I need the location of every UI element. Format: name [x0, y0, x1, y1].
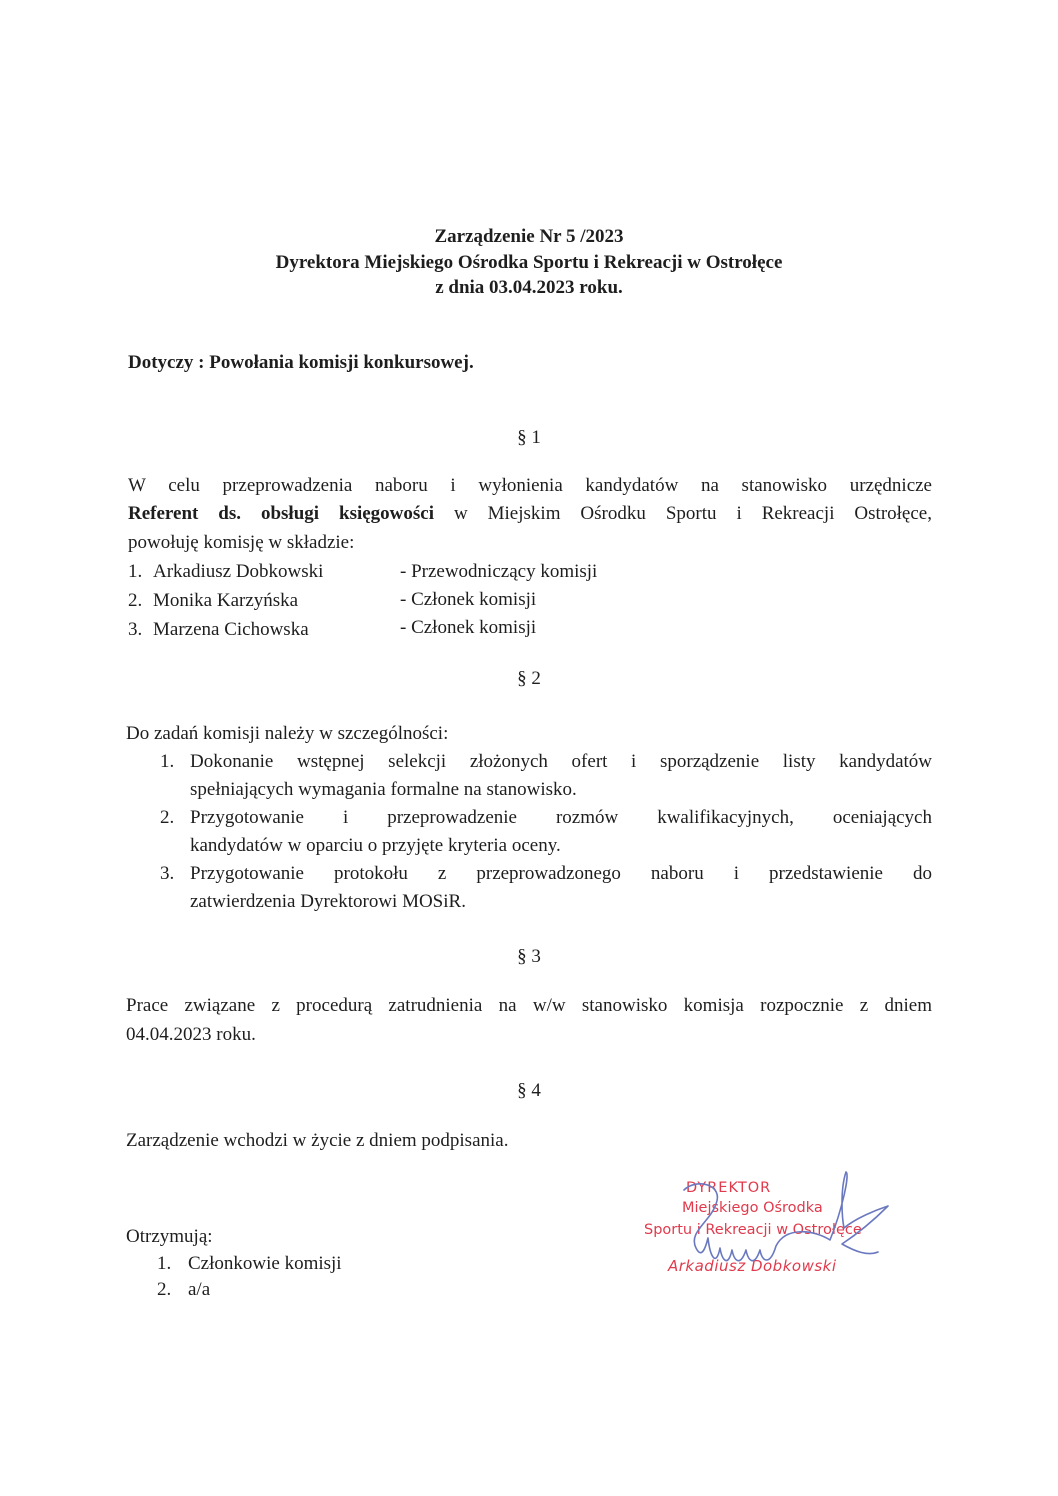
- stamp-name: Arkadiusz Dobkowski: [668, 1257, 837, 1275]
- task-number: 1.: [160, 751, 175, 772]
- task-line: Przygotowanie protokołu z przeprowadzonego naboru i przedstawienie do: [190, 863, 932, 884]
- decree-number: Zarządzenie Nr 5 /2023: [434, 226, 624, 247]
- section-1-line-3: powołuję komisję w składzie:: [128, 532, 355, 553]
- member-role: - Członek komisji: [400, 589, 537, 610]
- task-line: zatwierdzenia Dyrektorowi MOSiR.: [190, 891, 466, 912]
- section-2-intro: Do zadań komisji należy w szczególności:: [126, 723, 449, 744]
- stamp-institution-2: Sportu i Rekreacji w Ostrołęce: [644, 1222, 862, 1238]
- section-3-line-1: Prace związane z procedurą zatrudnienia na w/w stanowisko komisja rozpocznie z dniem: [126, 995, 932, 1016]
- member-name: Monika Karzyńska: [153, 590, 299, 611]
- section-2-heading: § 2: [517, 668, 541, 689]
- section-1-line-2: [128, 503, 932, 525]
- section-3-heading: § 3: [517, 946, 541, 967]
- recipient-number: 2.: [157, 1279, 172, 1300]
- stamp-institution: Miejskiego Ośrodka: [682, 1200, 823, 1216]
- task-number: 3.: [160, 863, 175, 884]
- member-number: 1.: [128, 561, 143, 582]
- recipient-item: a/a: [188, 1279, 211, 1300]
- task-line: spełniających wymagania formalne na stanowisko.: [190, 779, 577, 800]
- section-3-line-2: 04.04.2023 roku.: [126, 1024, 256, 1045]
- task-line: Dokonanie wstępnej selekcji złożonych ofert i sporządzenie listy kandydatów: [190, 751, 932, 772]
- director-stamp: [636, 1170, 906, 1300]
- member-role: - Członek komisji: [400, 617, 537, 638]
- member-name: Marzena Cichowska: [153, 619, 309, 640]
- task-line: Przygotowanie i przeprowadzenie rozmów kwalifikacyjnych, oceniających: [190, 807, 932, 828]
- member-number: 2.: [128, 590, 143, 611]
- task-number: 2.: [160, 807, 175, 828]
- handwritten-signature: [636, 1170, 906, 1300]
- decree-date: z dnia 03.04.2023 roku.: [435, 277, 623, 298]
- recipients-label: Otrzymują:: [126, 1226, 213, 1247]
- position-name: Referent ds. obsługi księgowości: [128, 503, 434, 524]
- section-1-heading: § 1: [517, 427, 541, 448]
- section-1-line-2-rest: w Miejskim Ośrodku Sportu i Rekreacji Ostrołęce,: [434, 503, 932, 524]
- section-4-heading: § 4: [517, 1080, 541, 1101]
- member-role: - Przewodniczący komisji: [400, 561, 598, 582]
- section-4-text: Zarządzenie wchodzi w życie z dniem podpisania.: [126, 1130, 509, 1151]
- subject-line: Dotyczy : Powołania komisji konkursowej.: [128, 352, 474, 373]
- member-number: 3.: [128, 619, 143, 640]
- issuer-title: Dyrektora Miejskiego Ośrodka Sportu i Rekreacji w Ostrołęce: [275, 252, 783, 273]
- task-line: kandydatów w oparciu o przyjęte kryteria oceny.: [190, 835, 561, 856]
- member-name: Arkadiusz Dobkowski: [153, 561, 324, 582]
- recipient-item: Członkowie komisji: [188, 1253, 342, 1274]
- stamp-title: DYREKTOR: [686, 1180, 772, 1196]
- section-1-line-1: W celu przeprowadzenia naboru i wyłonienia kandydatów na stanowisko urzędnicze: [128, 475, 932, 496]
- recipient-number: 1.: [157, 1253, 172, 1274]
